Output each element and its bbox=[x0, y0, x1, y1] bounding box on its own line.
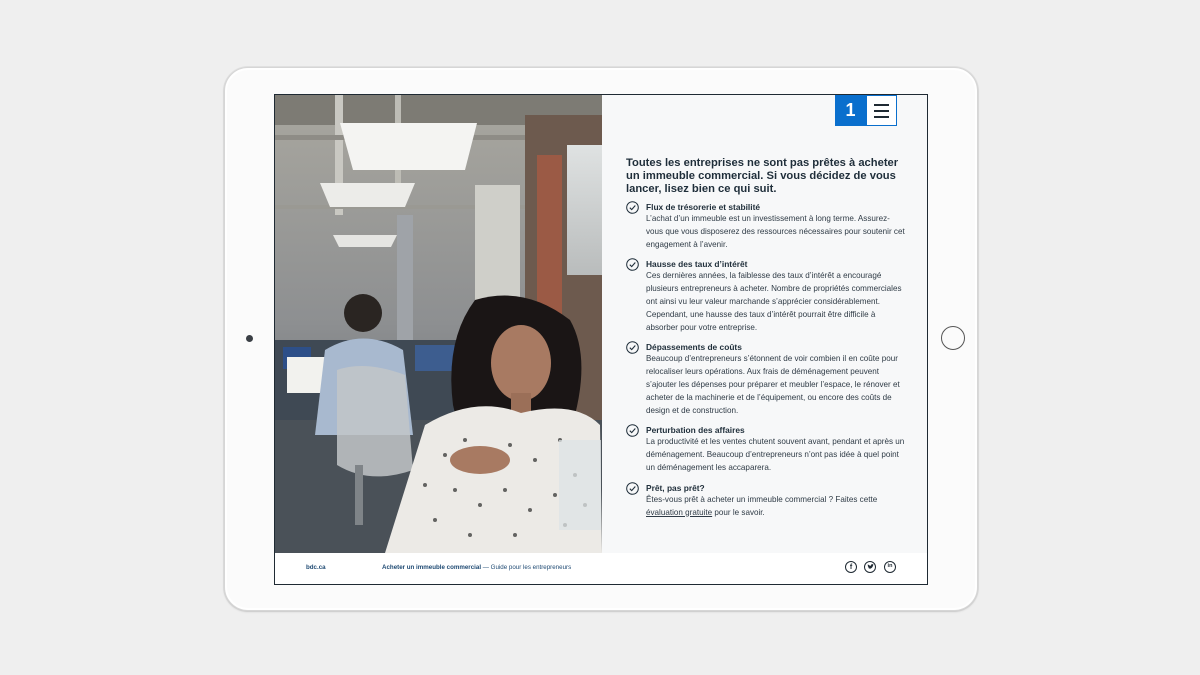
check-circle-icon bbox=[626, 201, 639, 214]
item-title: Hausse des taux d’intérêt bbox=[646, 259, 748, 270]
tablet-screen bbox=[274, 94, 928, 585]
checklist bbox=[626, 201, 906, 526]
item-body: La productivité et les ventes chutent souvent avant, pendant et après un déménagement. Beaucoup d’entrepreneurs n’ont pas idée à quel point un déménagement les accaparera. bbox=[646, 437, 905, 472]
home-button[interactable] bbox=[941, 326, 965, 350]
item-title: Dépassements de coûts bbox=[646, 342, 742, 353]
list-item bbox=[626, 482, 906, 520]
free-assessment-link[interactable]: évaluation gratuite bbox=[646, 507, 713, 517]
item-body-text: pour le savoir. bbox=[712, 507, 765, 517]
list-item bbox=[626, 341, 906, 417]
item-title: Perturbation des affaires bbox=[646, 425, 745, 436]
item-body: Ces dernières années, la faiblesse des taux d’intérêt a encouragé plusieurs entrepreneurs à acheter. Nombre de propriétés commerciales ont ainsi vu leur valeur marchande s’apprécier considérablement. Cependant, une hausse des taux d’intérêt pourrait être difficile à absorber pour votre entreprise. bbox=[646, 271, 902, 332]
front-camera bbox=[246, 335, 253, 342]
facebook-icon[interactable]: f bbox=[845, 561, 857, 573]
check-circle-icon bbox=[626, 258, 639, 271]
twitter-icon[interactable] bbox=[864, 561, 876, 573]
list-item bbox=[626, 258, 906, 334]
page-number-badge[interactable]: 1 bbox=[835, 95, 866, 126]
footer-title-bold: Acheter un immeuble commercial bbox=[382, 564, 482, 571]
content-panel bbox=[602, 95, 927, 553]
footer-title-rest: — Guide pour les entrepreneurs bbox=[481, 564, 572, 571]
office-photo bbox=[275, 95, 602, 553]
list-item bbox=[626, 424, 906, 474]
list-item bbox=[626, 201, 906, 251]
check-circle-icon bbox=[626, 341, 639, 354]
headline: Toutes les entreprises ne sont pas prêtes à acheter un immeuble commercial. Si vous décidez de vous lancer, lisez bien ce qui suit. bbox=[626, 157, 899, 195]
item-body: L’achat d’un immeuble est un investissement à long terme. Assurez-vous que vous disposerez des ressources nécessaires pour soutenir cet engagement à l’avenir. bbox=[646, 214, 905, 249]
item-title: Flux de trésorerie et stabilité bbox=[646, 202, 761, 212]
item-body-text: Êtes-vous prêt à acheter un immeuble commercial ? Faites cette bbox=[646, 494, 878, 504]
item-body: Beaucoup d’entrepreneurs s’étonnent de voir combien il en coûte pour relocaliser leurs opérations. Aux frais de déménagement peuvent s’ajouter les dépenses pour préparer et meubler l’espace, le rénover et acheter de la machinerie et de l’équipement, ou encore des coûts de design et de construction. bbox=[646, 354, 900, 415]
check-circle-icon bbox=[626, 482, 639, 495]
footer-title bbox=[382, 564, 571, 571]
check-circle-icon bbox=[626, 424, 639, 437]
linkedin-icon[interactable]: in bbox=[884, 561, 896, 573]
hamburger-menu-icon[interactable] bbox=[866, 95, 897, 126]
footer bbox=[275, 553, 927, 584]
site-link[interactable]: bdc.ca bbox=[306, 564, 326, 571]
item-title: Prêt, pas prêt? bbox=[646, 482, 705, 493]
item-body bbox=[646, 494, 906, 520]
